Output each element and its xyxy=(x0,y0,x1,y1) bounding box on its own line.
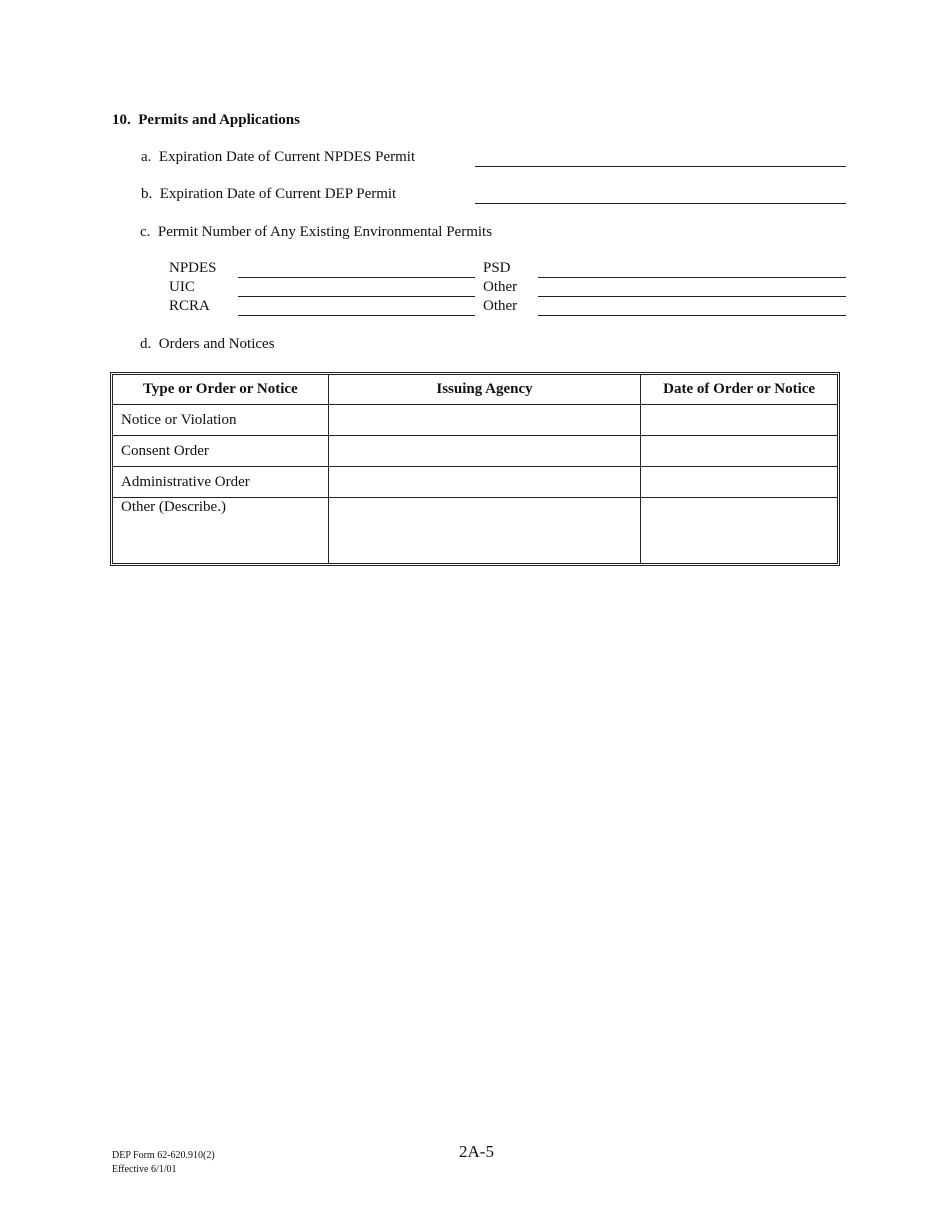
table-row xyxy=(113,436,837,467)
permit-label-uic: UIC xyxy=(169,279,195,295)
item-b-marker: b. xyxy=(141,186,153,202)
permit-psd-field[interactable] xyxy=(538,277,846,278)
page-number: 2A-5 xyxy=(459,1142,494,1161)
orders-notices-table xyxy=(110,372,840,566)
permit-label-npdes: NPDES xyxy=(169,260,217,276)
table-row xyxy=(113,467,837,498)
header-issuing-agency: Issuing Agency xyxy=(329,375,641,405)
permit-rcra-field[interactable] xyxy=(238,315,475,316)
section-title: Permits and Applications xyxy=(138,112,300,128)
issuing-agency-cell[interactable] xyxy=(329,498,641,563)
item-a xyxy=(141,149,415,166)
item-d-label: Orders and Notices xyxy=(158,336,275,352)
permit-other-1-field[interactable] xyxy=(538,296,846,297)
item-d-marker: d. xyxy=(140,336,152,352)
footer-form-info xyxy=(112,1149,215,1177)
permit-label-other-1: Other xyxy=(483,279,518,295)
item-c xyxy=(140,224,492,241)
table-row xyxy=(113,498,837,563)
issuing-agency-cell[interactable] xyxy=(329,467,641,498)
footer-form-number: DEP Form 62-620.910(2) xyxy=(112,1150,215,1161)
item-c-label: Permit Number of Any Existing Environmental Permits xyxy=(157,224,493,240)
date-cell[interactable] xyxy=(641,436,837,467)
issuing-agency-cell[interactable] xyxy=(329,405,641,436)
header-date: Date of Order or Notice xyxy=(641,375,837,405)
item-b xyxy=(141,186,396,203)
permit-label-rcra: RCRA xyxy=(169,298,210,314)
date-cell[interactable] xyxy=(641,467,837,498)
row-type-cell: Other (Describe.) xyxy=(113,498,329,563)
section-number: 10. xyxy=(112,112,131,128)
issuing-agency-cell[interactable] xyxy=(329,436,641,467)
footer-effective-date: Effective 6/1/01 xyxy=(112,1164,177,1175)
item-d xyxy=(140,336,275,353)
permit-label-other-2: Other xyxy=(483,298,518,314)
date-cell[interactable] xyxy=(641,498,837,563)
permit-label-psd: PSD xyxy=(483,260,511,276)
date-cell[interactable] xyxy=(641,405,837,436)
item-a-marker: a. xyxy=(141,149,152,165)
section-heading xyxy=(112,112,300,129)
npdes-expiration-field[interactable] xyxy=(475,166,846,167)
item-b-label: Expiration Date of Current DEP Permit xyxy=(159,186,397,202)
header-type: Type or Order or Notice xyxy=(113,375,329,405)
row-type-cell: Notice or Violation xyxy=(113,405,329,436)
permit-npdes-field[interactable] xyxy=(238,277,475,278)
item-a-label: Expiration Date of Current NPDES Permit xyxy=(158,149,416,165)
table-row xyxy=(113,405,837,436)
item-c-marker: c. xyxy=(140,224,151,240)
permit-uic-field[interactable] xyxy=(238,296,475,297)
row-type-cell: Consent Order xyxy=(113,436,329,467)
row-type-cell: Administrative Order xyxy=(113,467,329,498)
table-header-row xyxy=(113,375,837,405)
permit-other-2-field[interactable] xyxy=(538,315,846,316)
dep-expiration-field[interactable] xyxy=(475,203,846,204)
